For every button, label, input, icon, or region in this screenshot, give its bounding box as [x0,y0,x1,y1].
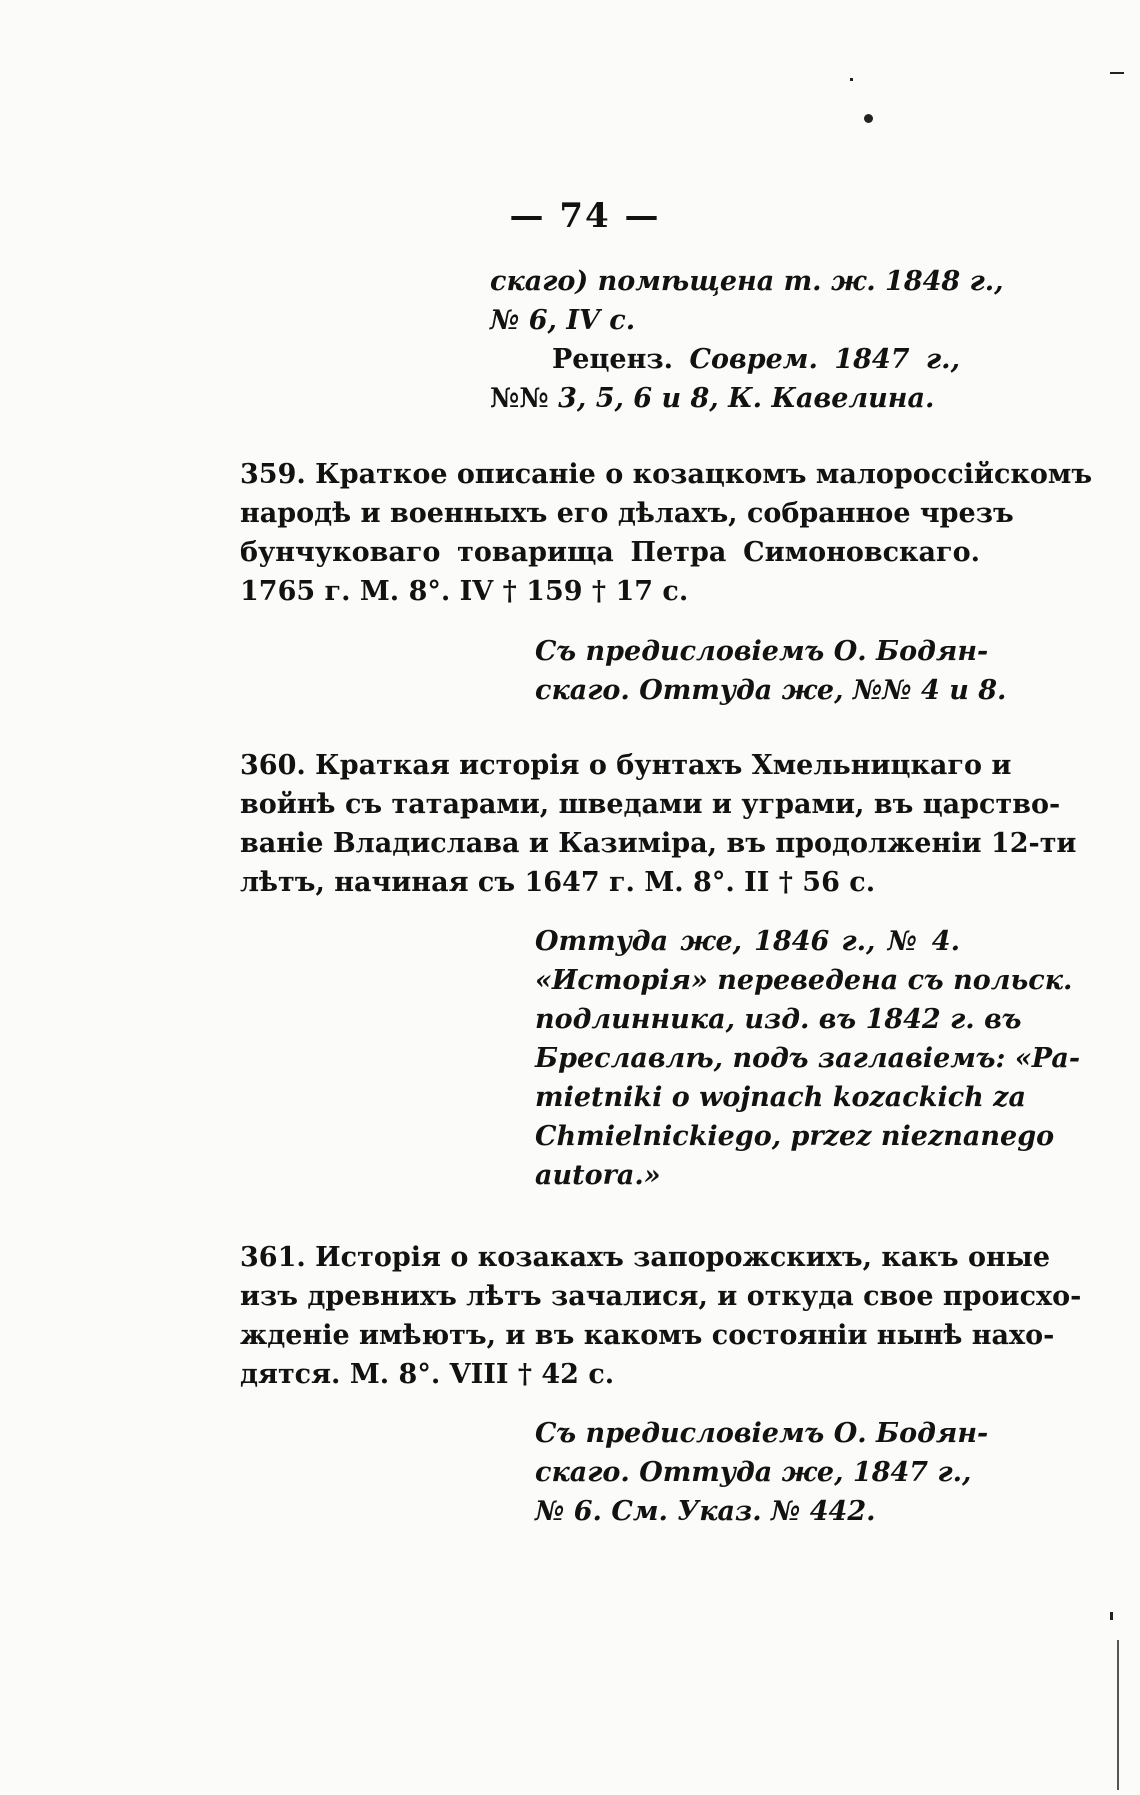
bibliography-entry-361 [240,1238,1082,1394]
scan-edge-line [1117,1640,1119,1790]
note-line: Chmielnickiego, przez nieznanego [535,1121,1055,1152]
bibliography-entry-360 [240,746,1077,902]
entry-line: ваніе Владислава и Казиміра, въ продолженіи 12-ти [240,828,1077,859]
entry-line: бунчуковаго товарища Петра Симоновскаго. [240,537,980,568]
entry-number: 360. [240,750,306,781]
scan-speck [1110,1612,1113,1620]
entry-note-360 [535,922,1081,1195]
scan-speck [1110,72,1124,74]
note-line: Оттуда же, 1846 г., № 4. [535,926,960,957]
note-line: № 6. См. Указ. № 442. [535,1496,876,1527]
note-line: «Исторія» переведена съ польск. [535,965,1073,996]
entry-line: 361. Исторія о козакахъ запорожскихъ, какъ оные [240,1242,1051,1273]
note-line: Бреславлѣ, подъ заглавіемъ: «Pa- [535,1043,1081,1074]
scan-speck [850,78,853,81]
continuation-line: скаго) помѣщена т. ж. 1848 г., [490,266,1004,297]
review-source: Соврем. 1847 г., [689,344,960,375]
scan-speck [864,114,873,123]
entry-note-359 [535,632,1007,710]
note-line: скаго. Оттуда же, 1847 г., [535,1457,972,1488]
entry-note-361 [535,1414,989,1531]
note-line: Съ предисловіемъ О. Бодян- [535,1418,989,1449]
page-number: — 74 — [509,196,661,236]
note-line: autora.» [535,1160,661,1191]
entry-line: изъ древнихъ лѣтъ зачалися, и откуда свое происхо- [240,1281,1082,1312]
review-line [490,340,960,379]
review-numbers: 3, 5, 6 и 8, К. Кавелина. [558,383,935,414]
review-line [490,379,960,418]
entry-line: народѣ и военныхъ его дѣлахъ, собранное чрезъ [240,498,1014,529]
bibliography-entry-359 [240,455,1093,611]
entry-number: 359. [240,459,306,490]
note-line: mietniki o wojnach kozackich za [535,1082,1026,1113]
continuation-line: № 6, IV с. [490,305,636,336]
entry-line: 1765 г. М. 8°. IV † 159 † 17 с. [240,576,689,607]
review-label: Реценз. [552,344,673,375]
note-line: скаго. Оттуда же, №№ 4 и 8. [535,675,1007,706]
entry-line: жденіе имѣютъ, и въ какомъ состояніи нынѣ нахо- [240,1320,1055,1351]
entry-line: 360. Краткая исторія о бунтахъ Хмельницкаго и [240,750,1012,781]
note-line: Съ предисловіемъ О. Бодян- [535,636,989,667]
entry-line: 359. Краткое описаніе о козацкомъ малороссійскомъ [240,459,1093,490]
entry-line: дятся. М. 8°. VIII † 42 с. [240,1359,615,1390]
note-line: подлинника, изд. въ 1842 г. въ [535,1004,1022,1035]
entry-line: лѣтъ, начиная съ 1647 г. М. 8°. II † 56 с. [240,867,876,898]
continuation-note [490,262,1004,418]
entry-number: 361. [240,1242,306,1273]
review-numbers-prefix: №№ [490,383,549,414]
entry-line: войнѣ съ татарами, шведами и уграми, въ царство- [240,789,1061,820]
